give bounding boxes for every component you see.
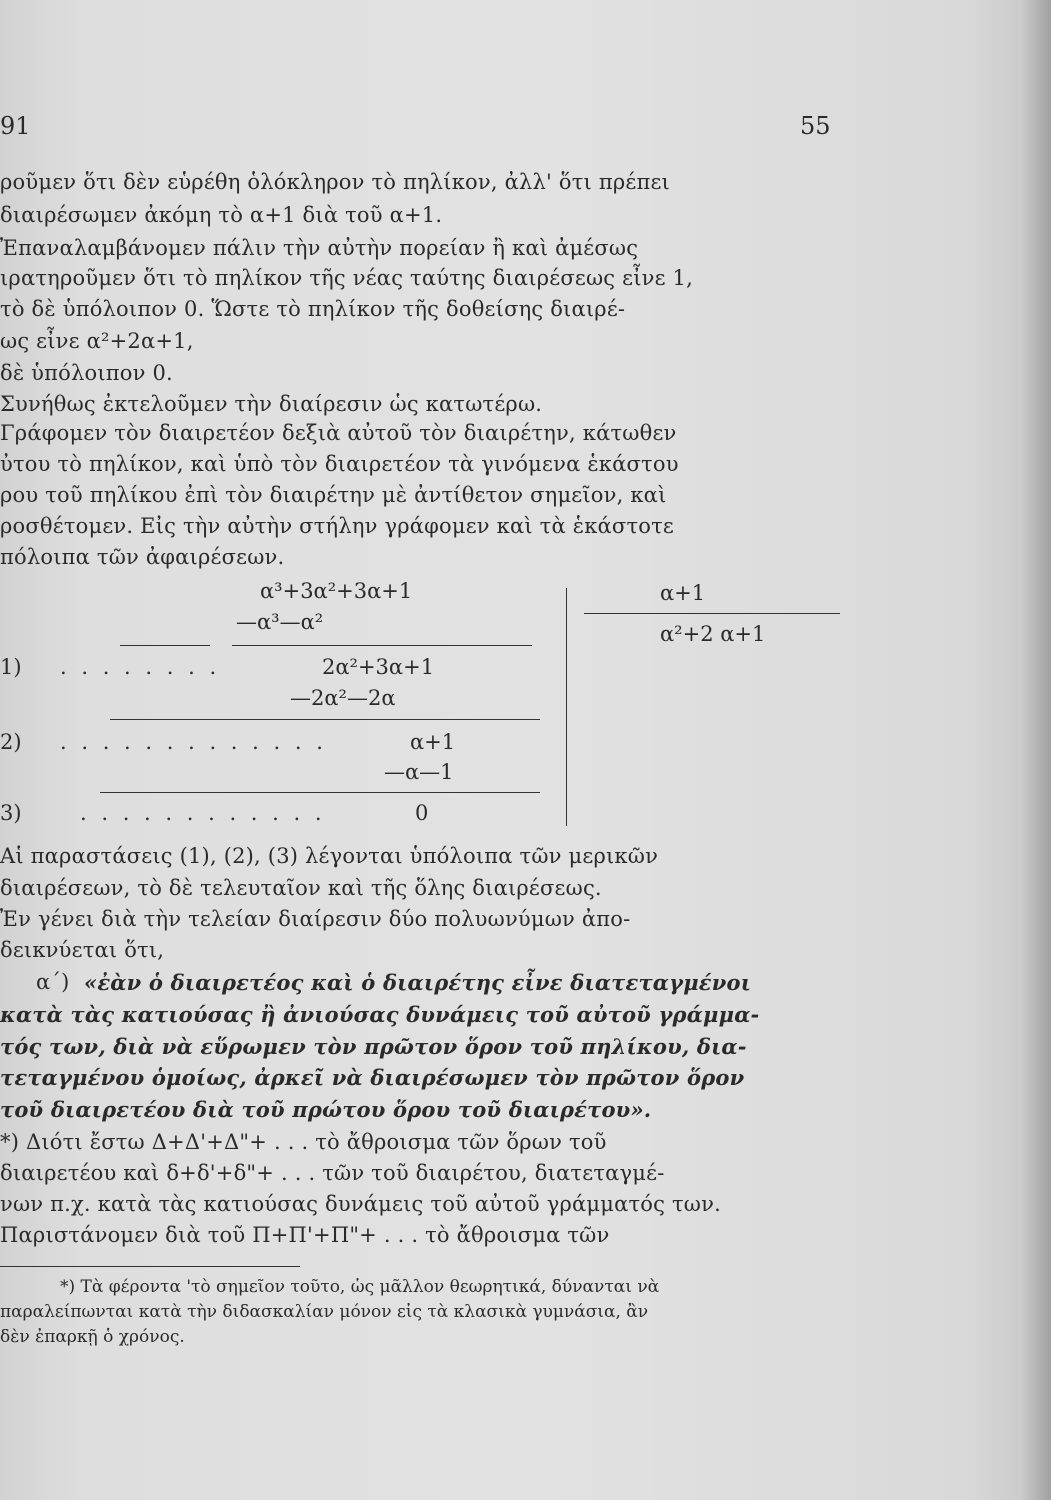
theorem-line: τεταγμένου ὁμοίως, ἀρκεῖ νὰ διαιρέσωμεν τὸν πρῶτον ὅρον [0, 1065, 745, 1090]
theorem-label: α΄) [36, 970, 70, 994]
rule [584, 613, 840, 614]
footnote-line: *) Τὰ φέροντα 'τὸ σημεῖον τοῦτο, ὡς μᾶλλον θεωρητικά, δύνανται νὰ [60, 1277, 660, 1297]
dividend: α³+3α²+3α+1 [260, 579, 413, 603]
body-line: Ἐν γένει διὰ τὴν τελείαν διαίρεσιν δύο πολυωνύμων ἀπο- [0, 907, 631, 931]
body-line: ως εἶνε α²+2α+1, [0, 329, 194, 353]
rule [120, 645, 210, 646]
body-line: Γράφομεν τὸν διαιρετέον δεξιὰ αὐτοῦ τὸν διαιρέτην, κάτωθεν [0, 421, 677, 445]
remainder-3: 0 [415, 801, 429, 825]
leader-dots: . . . . . . . . . . . . [80, 801, 326, 825]
body-line: διαιρέσεων, τὸ δὲ τελευταῖον καὶ τῆς ὅλης διαιρέσεως. [0, 876, 602, 900]
leader-dots: . . . . . . . . [60, 655, 221, 679]
theorem-line: τοῦ διαιρετέου διὰ τοῦ πρώτου ὅρου τοῦ διαιρέτου». [0, 1097, 652, 1122]
body-line: ροσθέτομεν. Εἰς τὴν αὐτὴν στήλην γράφομεν καὶ τὰ ἑκάστοτε [0, 514, 674, 538]
body-line: ὐτου τὸ πηλίκον, καὶ ὑπὸ τὸν διαιρετέον τὰ γινόμενα ἑκάστου [0, 452, 679, 476]
page-edge-shadow [1021, 0, 1051, 1500]
subtract-step-2: —2α²—2α [290, 686, 396, 710]
body-line: ροῦμεν ὅτι δὲν εὑρέθη ὁλόκληρον τὸ πηλίκον, ἀλλ' ὅτι πρέπει [0, 170, 670, 194]
body-line: δὲ ὑπόλοιπον 0. [0, 361, 173, 385]
footnote-line: παραλείπωνται κατὰ τὴν διδασκαλίαν μόνον εἰς τὰ κλασικὰ γυμνάσια, ἂν [0, 1302, 649, 1322]
body-line: ιρατηροῦμεν ὅτι τὸ πηλίκον τῆς νέας ταύτης διαιρέσεως εἶνε 1, [0, 266, 693, 290]
footnote-line: δὲν ἐπαρκῇ ὁ χρόνος. [0, 1327, 185, 1347]
body-line: Αἱ παραστάσεις (1), (2), (3) λέγονται ὑπόλοιπα τῶν μερικῶν [0, 844, 659, 868]
body-line: δεικνύεται ὅτι, [0, 938, 165, 962]
note-line: νων π.χ. κατὰ τὰς κατιούσας δυνάμεις τοῦ αὐτοῦ γράμματός των. [0, 1192, 721, 1216]
remainder-1: 2α²+3α+1 [322, 655, 435, 679]
quotient: α²+2 α+1 [660, 622, 766, 646]
division-bar [566, 588, 567, 826]
theorem-line: τός των, διὰ νὰ εὕρωμεν τὸν πρῶτον ὅρον τοῦ πηλίκου, δια- [0, 1034, 747, 1059]
remainder-2: α+1 [410, 730, 456, 754]
page-number: 55 [800, 112, 831, 140]
footnote-rule [0, 1266, 300, 1267]
section-number: 91 [0, 112, 31, 140]
divisor: α+1 [660, 581, 706, 605]
rule [110, 719, 540, 720]
body-line: πόλοιπα τῶν ἀφαιρέσεων. [0, 545, 285, 569]
body-line: τὸ δὲ ὑπόλοιπον 0. Ὥστε τὸ πηλίκον τῆς δοθείσης διαιρέ- [0, 297, 626, 321]
remainder-label-2: 2) [0, 730, 22, 754]
subtract-step-3: —α—1 [384, 760, 454, 784]
body-line: ρου τοῦ πηλίκου ἐπὶ τὸν διαιρέτην μὲ ἀντίθετον σημεῖον, καὶ [0, 483, 667, 507]
note-line: *) Διότι ἔστω Δ+Δ'+Δ"+ . . . τὸ ἄθροισμα τῶν ὅρων τοῦ [0, 1130, 607, 1154]
theorem-line: κατὰ τὰς κατιούσας ἢ ἀνιούσας δυνάμεις τοῦ αὐτοῦ γράμμα- [0, 1002, 760, 1027]
subtract-step-1: —α³—α² [236, 610, 324, 634]
remainder-label-1: 1) [0, 655, 22, 679]
leader-dots: . . . . . . . . . . . . . [60, 730, 327, 754]
body-line: Συνήθως ἐκτελοῦμεν τὴν διαίρεσιν ὡς κατωτέρω. [0, 392, 543, 416]
rule [100, 792, 540, 793]
note-line: διαιρετέου καὶ δ+δ'+δ"+ . . . τῶν τοῦ διαιρέτου, διατεταγμέ- [0, 1161, 665, 1185]
theorem-line: «ἐὰν ὁ διαιρετέος καὶ ὁ διαιρέτης εἶνε διατεταγμένοι [84, 970, 752, 995]
note-line: Παριστάνομεν διὰ τοῦ Π+Π'+Π"+ . . . τὸ ἄθροισμα τῶν [0, 1223, 610, 1247]
rule [232, 645, 532, 646]
body-line: διαιρέσωμεν ἀκόμη τὸ α+1 διὰ τοῦ α+1. [0, 203, 443, 227]
body-line: Ἐπαναλαμβάνομεν πάλιν τὴν αὐτὴν πορείαν ἢ καὶ ἀμέσως [0, 236, 639, 260]
remainder-label-3: 3) [0, 801, 22, 825]
